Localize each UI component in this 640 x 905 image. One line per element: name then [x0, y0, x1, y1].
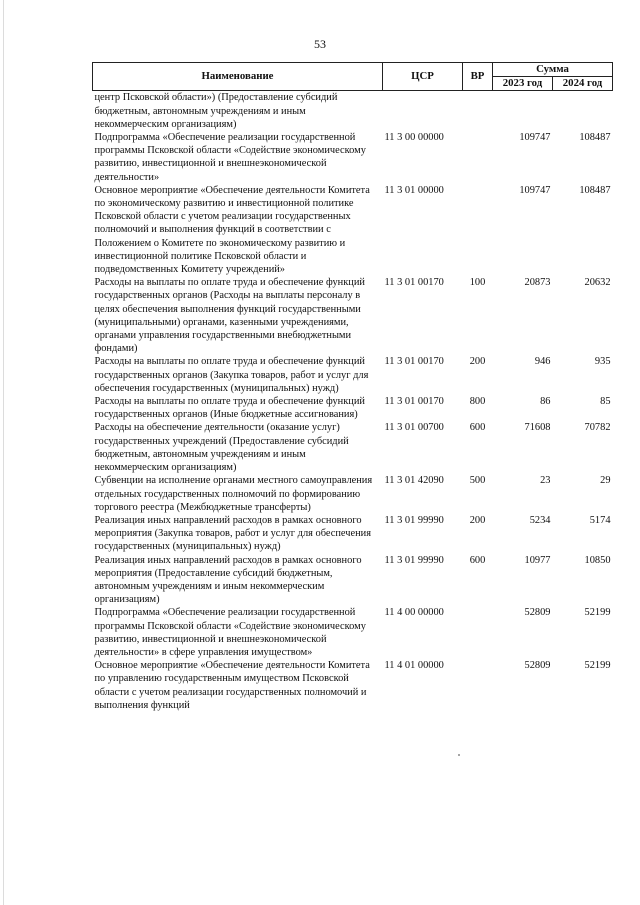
row-sum-2024: 52199 [584, 607, 611, 619]
header-year-2023: 2023 год [493, 77, 553, 91]
table-row [93, 421, 613, 474]
table-row [93, 395, 613, 421]
table-row [93, 184, 613, 276]
table-row [93, 554, 613, 607]
row-name: Реализация иных направлений расходов в рамках основного мероприятия (Закупка товаров, работ и услуг для обеспечения государственных (муниципальных) нужд) [94, 514, 371, 553]
scan-speck [458, 754, 460, 756]
page-number: 53 [314, 37, 326, 51]
row-vr: 800 [469, 396, 486, 408]
row-csr: 11 3 01 00170 [384, 277, 444, 289]
row-sum-2023: 52809 [524, 607, 551, 619]
row-vr: 500 [469, 475, 486, 487]
row-csr: 11 3 01 00170 [384, 356, 444, 368]
row-vr [463, 91, 493, 131]
table-header [93, 63, 613, 91]
row-csr: 11 3 01 00170 [384, 396, 444, 408]
row-name: Расходы на выплаты по оплате труда и обеспечение функций государственных органов (Иные бюджетные ассигнования) [94, 396, 365, 421]
table-row [93, 474, 613, 514]
row-name: Реализация иных направлений расходов в рамках основного мероприятия (Предоставление субсидий бюджетным, автономным учреждениям и иным некоммерческим организациям) [94, 554, 362, 606]
header-vr: ВР [463, 63, 493, 91]
row-sum-2024: 20632 [584, 277, 611, 289]
row-vr: 100 [469, 277, 486, 289]
table-row [93, 514, 613, 554]
row-vr: 200 [469, 514, 486, 526]
table-row [93, 91, 613, 131]
row-name: Расходы на выплаты по оплате труда и обеспечение функций государственных органов (Расходы на выплаты персоналу в целях обеспечения выполнения функций государственными (муниципальными) органами, казенными учреждениями, органами управления государственными внебюджетными фондами) [94, 277, 365, 355]
row-sum-2024: 85 [600, 396, 611, 408]
row-csr: 11 4 00 00000 [384, 607, 444, 619]
row-csr: 11 3 01 99990 [384, 514, 444, 526]
row-sum-2023: 10977 [524, 554, 551, 566]
row-csr: 11 3 01 99990 [384, 554, 444, 566]
header-sum: Сумма [493, 63, 613, 77]
row-csr: 11 3 01 00000 [384, 184, 444, 196]
row-sum-2023: 71608 [524, 422, 551, 434]
row-sum-2024: 108487 [579, 132, 611, 144]
row-csr: 11 4 01 00000 [384, 660, 444, 672]
row-csr: 11 3 01 42090 [384, 475, 444, 487]
row-name: Субвенции на исполнение органами местного самоуправления отдельных государственных полномочий по формированию торгового реестра (Межбюджетные трансферты) [94, 475, 373, 513]
table-row [93, 276, 613, 355]
row-sum-2023: 5234 [529, 514, 551, 526]
row-sum-2024: 108487 [579, 184, 611, 196]
row-sum-2024: 52199 [584, 660, 611, 672]
row-vr [463, 606, 493, 659]
row-vr: 200 [469, 356, 486, 368]
row-sum-2024: 5174 [589, 514, 611, 526]
row-vr: 600 [469, 554, 486, 566]
row-name: Основное мероприятие «Обеспечение деятельности Комитета по экономическому развитию и инвестиционной политике Псковской области с учетом реализации государственных полномочий и выполнения функций в соответствии с Положением о Комитете по экономическому развитию и инвестиционной политике Псковской области и подведомственных Комитету учреждений» [94, 184, 370, 276]
row-name: Подпрограмма «Обеспечение реализации государственной программы Псковской области «Содействие экономическому развитию, инвестиционной и внешнеэкономической деятельности» в сфере управления имуществом» [94, 607, 366, 658]
row-sum-2024 [553, 91, 613, 131]
row-sum-2024: 29 [600, 475, 611, 487]
row-sum-2023: 23 [540, 475, 551, 487]
header-name: Наименование [93, 63, 383, 91]
row-csr: 11 3 01 00700 [384, 422, 444, 434]
row-vr [463, 184, 493, 276]
row-vr: 600 [469, 422, 486, 434]
table-row [93, 659, 613, 712]
row-sum-2024: 10850 [584, 554, 611, 566]
scan-edge-line [3, 0, 4, 905]
row-sum-2023: 86 [540, 396, 551, 408]
header-year-2024: 2024 год [553, 77, 613, 91]
row-vr [463, 659, 493, 712]
row-sum-2023 [493, 91, 553, 131]
table-row [93, 131, 613, 184]
row-sum-2023: 109747 [519, 132, 551, 144]
row-sum-2024: 935 [594, 356, 611, 368]
row-name: Подпрограмма «Обеспечение реализации государственной программы Псковской области «Содействие экономическому развитию, инвестиционной и внешнеэкономической деятельности» [94, 132, 366, 183]
row-sum-2023: 946 [534, 356, 551, 368]
row-name: Расходы на выплаты по оплате труда и обеспечение функций государственных органов (Закупка товаров, работ и услуг для обеспечения государственных (муниципальных) нужд) [94, 356, 369, 394]
row-csr [383, 91, 463, 131]
table-row [93, 606, 613, 659]
row-sum-2023: 20873 [524, 277, 551, 289]
budget-table [92, 62, 613, 712]
table-body [93, 91, 613, 712]
header-csr: ЦСР [383, 63, 463, 91]
row-sum-2023: 109747 [519, 184, 551, 196]
row-name: Расходы на обеспечение деятельности (оказание услуг) государственных учреждений (Предоставление субсидий бюджетным, автономным учреждениям и иным некоммерческим организациям) [94, 422, 349, 474]
row-sum-2023: 52809 [524, 660, 551, 672]
row-csr: 11 3 00 00000 [384, 132, 444, 144]
row-name: Основное мероприятие «Обеспечение деятельности Комитета по управлению государственным имуществом Псковской области с учетом реализации государственных полномочий и выполнения функций [94, 660, 370, 711]
row-vr [463, 131, 493, 184]
row-sum-2024: 70782 [584, 422, 611, 434]
row-name: центр Псковской области») (Предоставление субсидий бюджетным, автономным учреждениям и иным некоммерческим организациям) [94, 92, 338, 130]
table-row [93, 355, 613, 395]
